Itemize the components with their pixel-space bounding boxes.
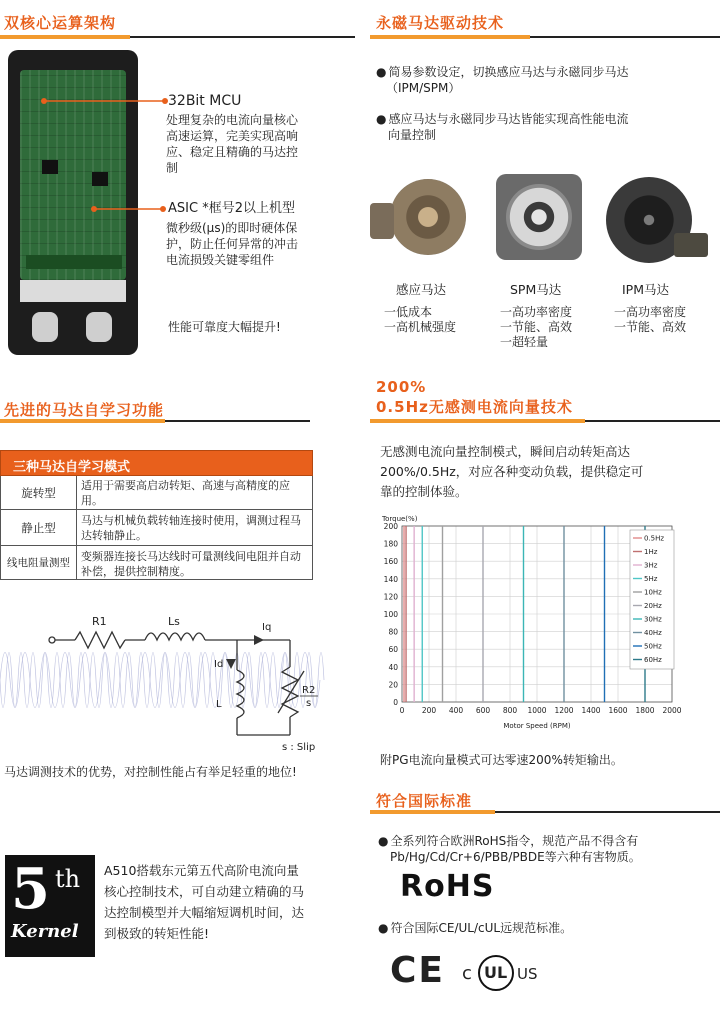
y-tick-label: 40 [388,662,398,672]
y-axis-label: Torque(%) [382,515,418,523]
mode-cell: 线电阻量测型 [1,546,77,579]
legend-entry: 0.5Hz [644,534,665,543]
motor-feature: 一超轻量 [500,335,549,349]
x-tick-label: 600 [475,706,491,715]
standards-bullet-2: ● 符合国际CE/UL/cUL远规范标准。 [378,920,572,936]
culus-logo [462,955,552,995]
x-tick-label: 1400 [581,706,601,715]
pm-bullet-1-cont: （IPM/SPM） [386,81,461,95]
x-axis-label: Motor Speed (RPM) [503,722,571,730]
kernel-desc-3: 达控制模型并大幅缩短调机时间，达 [104,905,305,920]
y-tick-label: 140 [383,574,398,584]
pm-bullet-2-cont: 向量控制 [388,128,437,142]
pm-bullet-2: ● 感应马达与永磁同步马达皆能实现高性能电流 [376,111,629,127]
desc-cell: 适用于需要高启动转矩、高速与高精度的应用。 [81,478,290,507]
motor-feature: 一高机械强度 [384,320,457,334]
table-row [0,546,313,580]
ipm-motor-image [600,175,710,265]
5th-kernel-logo [5,855,95,957]
kernel-word: Kernel [11,921,79,942]
x-tick-label: 1800 [635,706,655,715]
culus-ul: UL [484,963,508,982]
section-rule [0,420,310,422]
rohs-logo: RoHS [400,869,495,904]
asic-title: ASIC *框号2以上机型 [168,201,295,216]
mcu-desc-1: 处理复杂的电流向量核心 [166,113,299,127]
x-tick-label: 200 [421,706,437,715]
legend-entry: 5Hz [644,575,658,583]
label-id: Id [214,659,224,670]
standards-bullet-1-cont: Pb/Hg/Cd/Cr+6/PBB/PBDE等六种有害物质。 [390,850,641,864]
motor-feature: 一节能、高效 [614,320,687,334]
y-tick-label: 100 [383,610,398,619]
legend-entry: 40Hz [644,629,662,637]
section-rule [370,420,720,422]
standards-bullet-1: ● 全系列符合欧洲RoHS指令，规范产品不得含有 [378,833,638,849]
desc-cell: 变频器连接长马达线时可量测线间电阻并自动补偿，提供控制精度。 [81,550,301,578]
asic-desc-2: 护，防止任何异常的冲击 [166,237,299,251]
mode-cell: 旋转型 [1,476,77,509]
reliability-text: 性能可靠度大幅提升! [168,320,281,334]
legend-entry: 20Hz [644,602,662,610]
spm-motor-image [494,172,584,262]
pm-bullet-1: ● 简易参数设定，切换感应马达与永磁同步马达 [376,64,629,80]
y-tick-label: 200 [383,522,398,531]
section-rule [370,811,720,813]
legend-entry: 3Hz [644,561,658,570]
mcu-title: 32Bit MCU [168,93,242,109]
y-tick-label: 160 [383,557,398,567]
mcu-desc-4: 制 [166,161,179,175]
motor-name-ipm: IPM马达 [622,282,670,297]
motor-feature: 一高功率密度 [614,305,687,319]
legend-entry: 10Hz [644,588,662,597]
kernel-sup: th [55,865,81,893]
asic-desc-3: 电流损毁关键零组件 [166,253,275,267]
y-tick-label: 60 [388,645,398,655]
sensorless-caption: 附PG电流向量模式可达零速200%转矩输出。 [380,753,623,767]
kernel-desc-4: 到极致的转矩性能! [104,926,210,941]
motor-feature: 一节能、高效 [500,320,573,334]
autotune-table-title: 三种马达自学习模式 [0,450,313,476]
x-tick-label: 400 [448,706,464,715]
mcu-desc-2: 高速运算，完美实现高响 [166,129,299,143]
legend-entry: 60Hz [644,656,662,664]
y-tick-label: 120 [383,592,398,602]
motor-name-induction: 感应马达 [396,282,447,297]
label-slip: s : Slip [282,742,316,753]
section-title-autotune: 先进的马达自学习功能 [4,401,165,419]
section-rule [370,36,720,38]
label-iq: Iq [262,622,272,633]
y-tick-label: 20 [388,680,398,690]
y-tick-label: 80 [388,627,398,637]
section-title-standards: 符合国际标准 [376,792,473,810]
section-title-sensorless-1: 200% [376,378,427,396]
table-row [0,510,313,546]
kernel-desc-1: A510搭载东元第五代高阶电流向量 [104,863,299,878]
x-tick-label: 2000 [662,706,682,715]
label-ls: Ls [168,615,180,628]
kernel-desc-2: 核心控制技术，可自动建立精确的马 [104,884,305,899]
motor-name-spm: SPM马达 [510,282,562,297]
culus-us: US [517,965,538,983]
torque-speed-chart [372,510,692,750]
kernel-number: 5 [11,856,50,922]
section-title-dual-core: 双核心运算架构 [4,14,117,32]
section-title-sensorless-2: 0.5Hz无感测电流向量技术 [376,398,573,416]
asic-desc-1: 微秒级(μs)的即时硬体保 [166,221,298,235]
sensorless-desc-1: 无感测电流向量控制模式，瞬间启动转矩高达 [380,444,631,459]
motor-feature: 一高功率密度 [500,305,573,319]
sensorless-desc-2: 200%/0.5Hz，对应各种变动负载，提供稳定可 [380,464,644,479]
legend-entry: 1Hz [644,548,658,556]
sensorless-desc-3: 靠的控制体验。 [380,484,468,499]
label-l: L [216,699,222,710]
label-r1: R1 [92,615,107,628]
section-title-pm-motor: 永磁马达驱动技术 [376,14,505,32]
x-tick-label: 1600 [608,706,628,715]
label-r2: R2 [302,685,316,696]
x-tick-label: 1000 [527,706,547,715]
label-s: s [306,698,312,709]
mcu-desc-3: 应、稳定且精确的马达控 [166,145,299,159]
induction-motor-image [368,175,468,265]
mode-cell: 静止型 [1,510,77,545]
legend-entry: 30Hz [644,615,662,624]
motor-feature: 一低成本 [384,305,433,319]
motor-equivalent-circuit [0,605,330,755]
x-tick-label: 1200 [554,706,574,715]
x-tick-label: 800 [502,706,518,715]
autotune-caption: 马达调测技术的优势，对控制性能占有举足轻重的地位! [4,765,297,779]
y-tick-label: 0 [393,698,398,707]
culus-c: c [462,963,472,984]
x-tick-label: 0 [399,706,405,715]
y-tick-label: 180 [383,539,398,549]
ce-logo: CE [390,950,446,991]
desc-cell: 马达与机械负载转轴连接时使用，调测过程马达转轴静止。 [81,514,301,542]
table-row [0,476,313,510]
legend-entry: 50Hz [644,642,662,651]
